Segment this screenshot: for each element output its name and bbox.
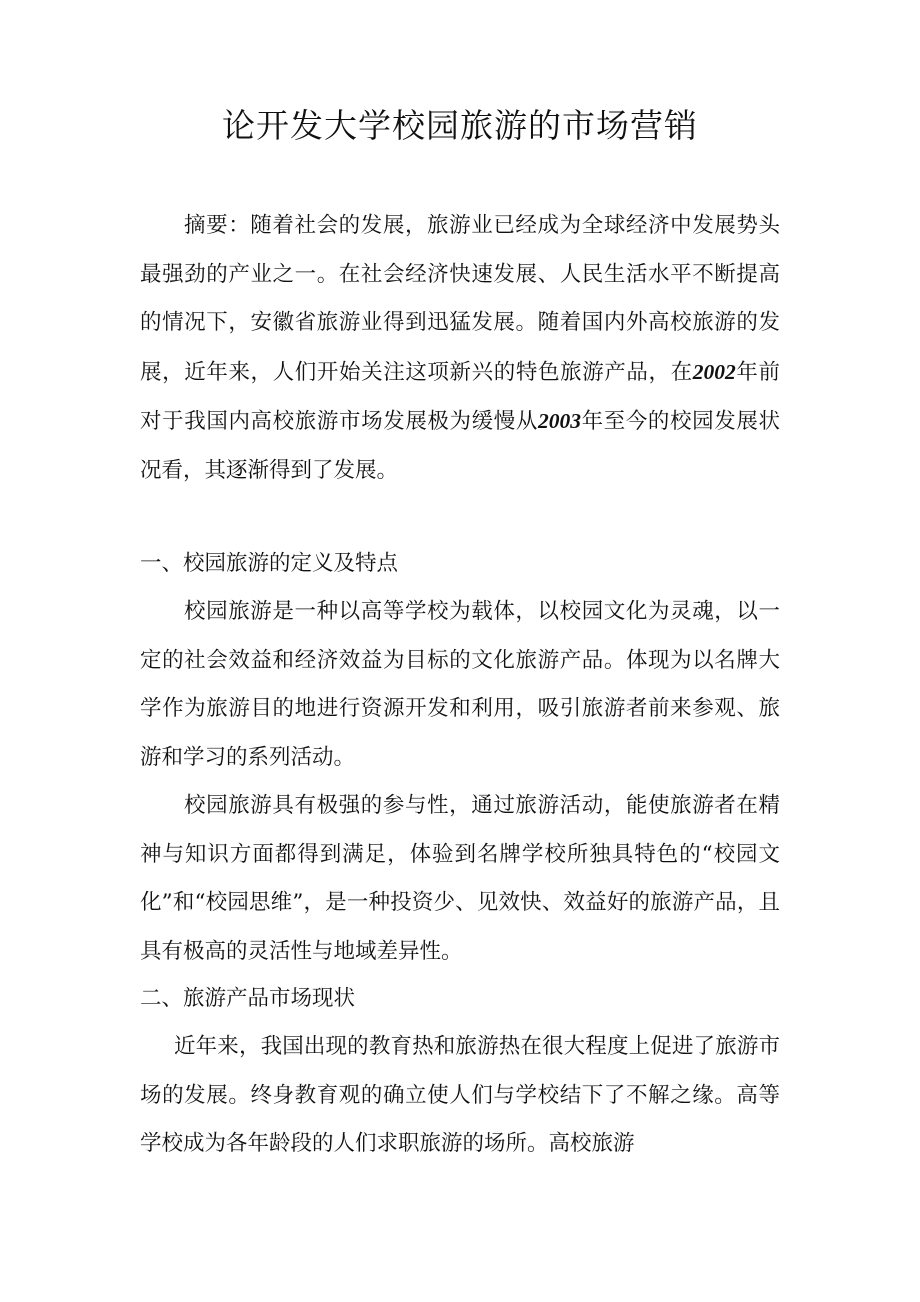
abstract-text-b: 年前对于我国内高校旅游市场发展极为缓慢从 xyxy=(140,359,780,434)
section2-paragraph-1: 近年来，我国出现的教育热和旅游热在很大程度上促进了旅游市场的发展。终身教育观的确立使人们与学校结下了不解之缘。高等学校成为各年龄段的人们求职旅游的场所。高校旅游 xyxy=(140,1034,780,1156)
abstract-label: 摘要： xyxy=(184,213,251,238)
section1-paragraph-2: 校园旅游具有极强的参与性，通过旅游活动，能使旅游者在精神与知识方面都得到满足，体验到名牌学校所独具特色的“校园文化”和“校园思维”，是一种投资少、见效快、效益好的旅游产品，且具有极高的灵活性与地域差异性。 xyxy=(140,793,780,964)
abstract-year-2003: 2003 xyxy=(537,409,581,433)
section1-paragraph-1: 校园旅游是一种以高等学校为载体，以校园文化为灵魂，以一定的社会效益和经济效益为目标的文化旅游产品。体现为以名牌大学作为旅游目的地进行资源开发和利用，吸引旅游者前来参观、旅游和学习的系列活动。 xyxy=(140,599,780,770)
section2-heading: 二、旅游产品市场现状 xyxy=(140,986,356,1011)
section1-heading: 一、校园旅游的定义及特点 xyxy=(140,551,399,576)
document-title: 论开发大学校园旅游的市场营销 xyxy=(222,106,698,145)
abstract-year-2002: 2002 xyxy=(692,359,736,384)
abstract-text-c: 年至今的校园发展状况看，其逐渐得到了发展。 xyxy=(140,409,780,483)
abstract-paragraph xyxy=(140,202,780,495)
abstract-text-a: 随着社会的发展，旅游业已经成为全球经济中发展势头最强劲的产业之一。在社会经济快速发展、人民生活水平不断提高的情况下，安徽省旅游业得到迅猛发展。随着国内外高校旅游的发展，近年来，人们开始关注这项新兴的特色旅游产品，在 xyxy=(140,213,780,385)
